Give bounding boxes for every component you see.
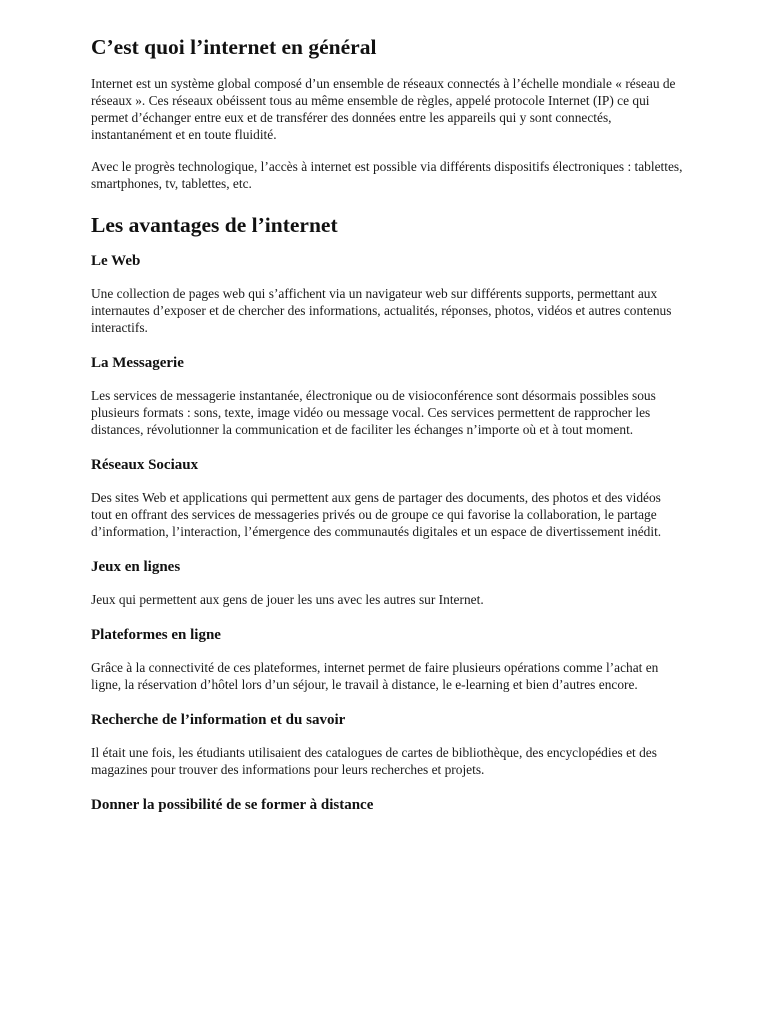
subsection-heading: Recherche de l’information et du savoir xyxy=(91,712,346,728)
paragraph: Grâce à la connectivité de ces plateformes, internet permet de faire plusieurs opérations comme l’achat en ligne, la réservation d’hôtel lors d’un séjour, le travail à distance, le e-learning et bien d’autres encore. xyxy=(91,660,659,692)
paragraph: Des sites Web et applications qui permettent aux gens de partager des documents, des photos et des vidéos tout en offrant des services de messageries privés ou de groupe ce qui favorise la collaboration, le partage d’information, l’interaction, l’émergence des communautés digitales et un espace de divertissement inédit. xyxy=(91,490,662,539)
section-title: C’est quoi l’internet en général xyxy=(91,35,377,59)
paragraph: Avec le progrès technologique, l’accès à internet est possible via différents dispositifs électroniques : tablettes, smartphones, tv, tablettes, etc. xyxy=(91,159,683,191)
subsection-heading: La Messagerie xyxy=(91,355,184,371)
paragraph: Il était une fois, les étudiants utilisaient des catalogues de cartes de bibliothèque, des encyclopédies et des magazines pour trouver des informations pour leurs recherches et projets. xyxy=(91,745,657,777)
paragraph: Internet est un système global composé d’un ensemble de réseaux connectés à l’échelle mondiale « réseau de réseaux ». Ces réseaux obéissent tous au même ensemble de règles, appelé protocole Internet (IP) ce qui permet d’échanger entre eux et de transférer des données entre les appareils qui y sont connectés, instantanément et en toute fluidité. xyxy=(91,76,676,142)
section-title: Les avantages de l’internet xyxy=(91,213,338,237)
subsection-heading: Plateformes en ligne xyxy=(91,627,221,643)
paragraph: Jeux qui permettent aux gens de jouer les uns avec les autres sur Internet. xyxy=(91,592,484,607)
subsection-heading: Réseaux Sociaux xyxy=(91,457,199,473)
paragraph: Une collection de pages web qui s’affichent via un navigateur web sur différents supports, permettant aux internautes d’exposer et de chercher des informations, actualités, réponses, photos, vidéos et autres contenus interactifs. xyxy=(91,286,672,335)
subsection-heading: Jeux en lignes xyxy=(91,559,181,575)
paragraph: Les services de messagerie instantanée, électronique ou de visioconférence sont désormais possibles sous plusieurs formats : sons, texte, image vidéo ou message vocal. Ces services permettent de rapprocher les distances, révolutionner la communication et de faciliter les échanges n’importe où et à tout moment. xyxy=(91,388,656,437)
document-page xyxy=(91,34,683,829)
subsection-heading: Donner la possibilité de se former à distance xyxy=(91,797,374,813)
subsection-heading: Le Web xyxy=(91,253,141,269)
